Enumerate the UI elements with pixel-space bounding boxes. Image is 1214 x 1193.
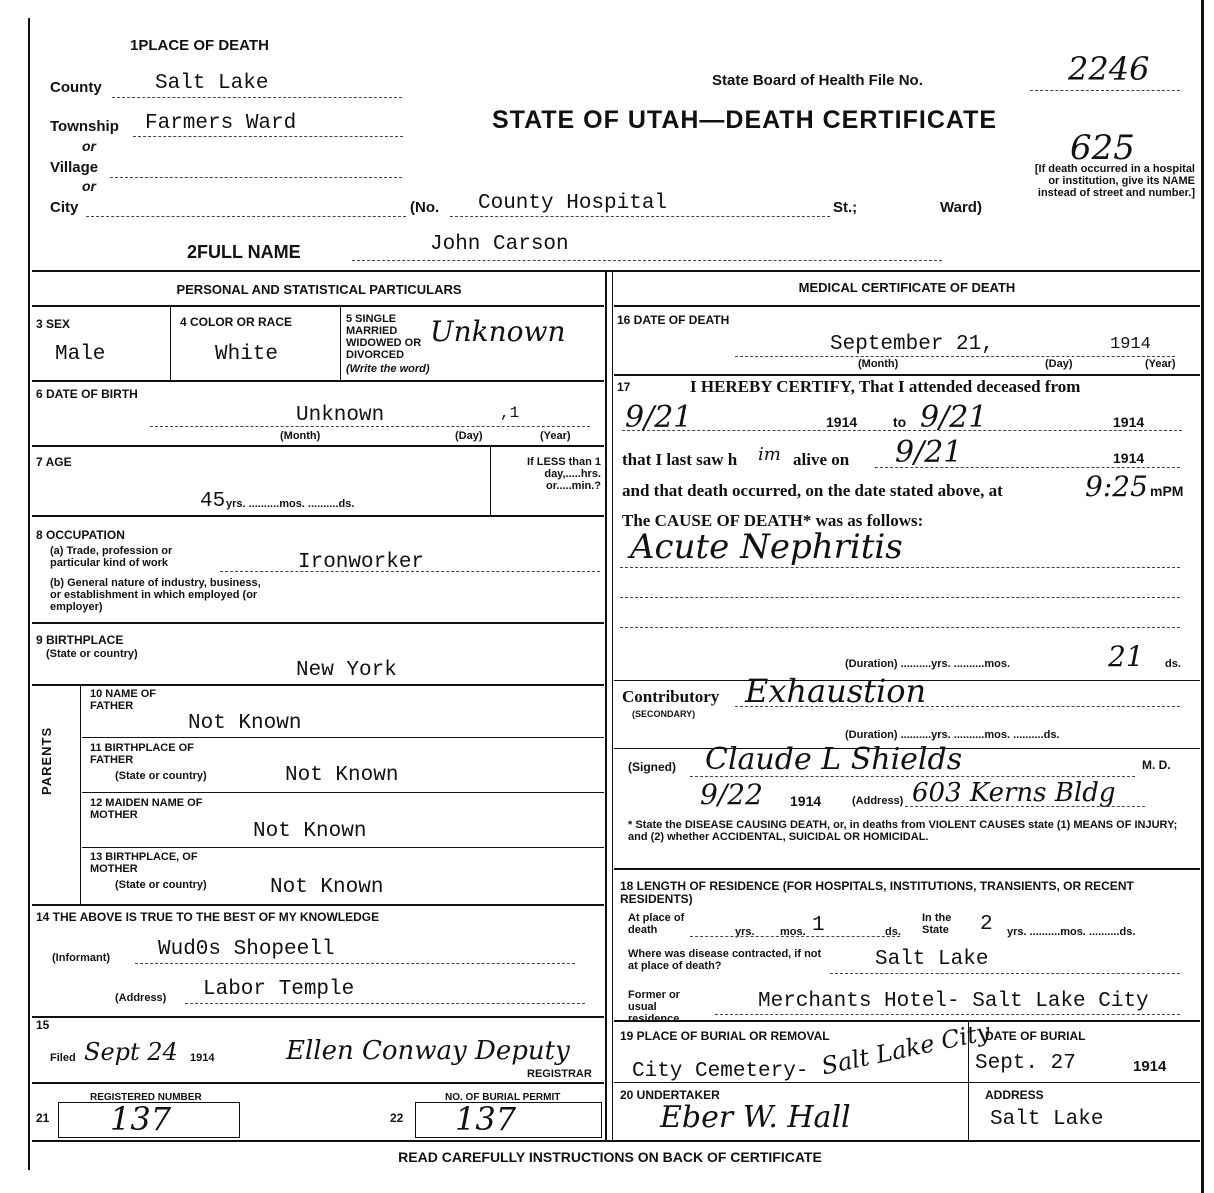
county-value: Salt Lake [155, 72, 269, 95]
footer-instructions: READ CAREFULLY INSTRUCTIONS ON BACK OF CERTIFICATE [398, 1149, 822, 1165]
dod-label: 16 DATE OF DEATH [617, 313, 730, 327]
undertaker-address-value: Salt Lake [990, 1108, 1104, 1131]
burial-place-value: City Cemetery- [632, 1060, 809, 1083]
race-label: 4 COLOR OR RACE [180, 315, 293, 329]
handwritten-number: 625 [1070, 128, 1135, 168]
father-value: Not Known [188, 712, 302, 735]
age-label: 7 AGE [36, 455, 72, 469]
sex-label: 3 SEX [36, 317, 71, 331]
mother-label: 12 MAIDEN NAME OF MOTHER [90, 797, 203, 821]
marital-label: 5 SINGLE MARRIED WIDOWED OR DIVORCED [346, 313, 422, 361]
occupation-value: Ironworker [298, 551, 425, 574]
burial-date-label: DATE OF BURIAL [985, 1029, 1086, 1043]
registrar-signature: Ellen Conway Deputy [286, 1036, 570, 1066]
informant-value: Wud0s Shopeell [158, 938, 335, 961]
mother-value: Not Known [253, 820, 367, 843]
birthplace-value: New York [296, 659, 397, 682]
place-of-death-heading: 1PLACE OF DEATH [130, 37, 269, 54]
dod-value: September 21, [830, 333, 994, 356]
father-birthplace-value: Not Known [285, 764, 399, 787]
marital-value: Unknown [430, 315, 566, 348]
personal-heading: PERSONAL AND STATISTICAL PARTICULARS [176, 282, 462, 297]
hospital-note: [If death occurred in a hospital or institution, give its NAME instead of street and number.] [1034, 163, 1195, 199]
physician-address: 603 Kerns Bldg [912, 778, 1116, 808]
medical-heading: MEDICAL CERTIFICATE OF DEATH [798, 280, 1016, 295]
permit-label: NO. OF BURIAL PERMIT [445, 1092, 561, 1103]
where-contracted: Salt Lake [875, 948, 989, 971]
permit-value: 137 [455, 1100, 517, 1138]
full-name-value: John Carson [430, 233, 569, 256]
file-no-label: State Board of Health File No. [712, 72, 923, 89]
duration-days: 21 [1108, 640, 1144, 673]
age-value: 45 [200, 490, 226, 513]
hospital-value: County Hospital [478, 192, 668, 215]
dob-label: 6 DATE OF BIRTH [36, 387, 138, 401]
mother-birthplace-label: 13 BIRTHPLACE, OF MOTHER [90, 851, 198, 875]
right-border [1201, 0, 1204, 1193]
residence-label: 18 LENGTH OF RESIDENCE (FOR HOSPITALS, INSTITUTIONS, TRANSIENTS, OR RECENT RESIDENTS) [620, 879, 1134, 906]
full-name-label: 2FULL NAME [187, 242, 301, 262]
undertaker-address-label: ADDRESS [985, 1088, 1044, 1102]
father-label: 10 NAME OF FATHER [90, 688, 157, 712]
burial-date-value: Sept. 27 [975, 1052, 1076, 1075]
informant-address: Labor Temple [203, 978, 355, 1001]
race-value: White [215, 343, 279, 366]
cause-label: The CAUSE OF DEATH* was as follows: [622, 511, 924, 530]
father-birthplace-label: 11 BIRTHPLACE OF FATHER [90, 742, 194, 766]
mother-birthplace-value: Not Known [270, 876, 384, 899]
city-label: City [50, 199, 79, 216]
undertaker-value: Eber W. Hall [660, 1100, 851, 1135]
reg-no-label: REGISTERED NUMBER [90, 1092, 202, 1103]
parents-label: PARENTS [39, 726, 54, 795]
township-value: Farmers Ward [145, 112, 297, 135]
signed-label: (Signed) [628, 760, 676, 774]
township-label: Township [50, 118, 119, 135]
attended-to: 9/21 [920, 400, 988, 435]
certify-text: I HEREBY CERTIFY, That I attended deceased from [690, 377, 1081, 396]
filed-label: Filed [50, 1052, 76, 1064]
true-statement-label: 14 THE ABOVE IS TRUE TO THE BEST OF MY KNOWLEDGE [36, 910, 380, 924]
duration-label: (Duration) ..........yrs. ..........mos. [845, 658, 1011, 670]
signed-date: 9/22 [700, 778, 763, 811]
occupation-label: 8 OCCUPATION [36, 528, 125, 542]
death-time: 9:25 [1085, 470, 1148, 503]
reg-no-value: 137 [110, 1100, 172, 1138]
burial-city: Salt Lake City [818, 1017, 993, 1081]
contributory-value: Exhaustion [745, 672, 927, 710]
birthplace-label: 9 BIRTHPLACE [36, 633, 124, 647]
dob-value: Unknown [296, 404, 385, 427]
village-label: Village [50, 159, 99, 176]
former-residence: Merchants Hotel- Salt Lake City [758, 990, 1149, 1013]
last-saw-date: 9/21 [895, 435, 963, 470]
undertaker-label: 20 UNDERTAKER [620, 1088, 720, 1102]
left-border [28, 18, 30, 1170]
death-certificate-page: 1PLACE OF DEATH County Salt Lake Township Farmers Ward or Village or City (No. County Hospital St.; Ward) [If death occurred in a hospital or institution, give its NAME instead of street and number.] State Board of Health File No. 2246 STATE OF UTAH—DEATH CERTIFICATE 625 2FULL NAME John Carson PERSONAL AND STATISTICAL PARTICULARS MEDICAL CERTIFICATE OF DEATH 3 SEX Male 4 COLOR OR RACE White 5 SINGLE MARRIED WIDOWED OR DIVORCED (Write the word) Unknown 6 DATE OF BIRTH Unknown ,1 (Month) (Day) (Year) 7 AGE 45 yrs. ..........mos. ..........ds. If LESS than 1 day,.....hrs. or.....min.? 8 OCCUPATION (a) Trade, profession or particular kind of work Ironworker (b) General nature of industry, business, or establishment in which employed (or employer) 9 BIRTHPLACE (State or country) New York PARENTS 10 NAME OF FATHER Not Known 11 BIRTHPLACE OF FATHER (State or country) Not Known 12 MAIDEN NAME OF MOTHER Not Known 13 BIRTHPLACE, OF MOTHER (State or country) Not Known 14 THE ABOVE IS TRUE TO THE BEST OF MY KNOWLEDGE (Informant) Wud0s Shopeell (Address) Labor Temple 15 Filed Sept 24 1914 Ellen Conway Deputy REGISTRAR REGISTERED NUMBER 21 137 NO. OF BURIAL PERMIT 22 137 16 DATE OF DEATH September 21, 1914 (Month) (Day) (Year) 17 I HEREBY CERTIFY, That I attended deceased from 9/21 1914 to 9/21 1914 that I last saw h im alive on 9/21 1914 and that death occurred, on the date stated above, at 9:25 mPM The CAUSE OF DEATH* was as follows: Acute Nephritis (Duration) ..........yrs. ..........mos. 21 ds. Contributory (SECONDARY) Exhaustion (Duration) ..........yrs. ..........mos. ..........ds. (Signed) Claude L Shields M. D. 9/22 1914 (Address) 603 Kerns Bldg * State the DISEASE CAUSING DEATH, or, in deaths from VIOLENT CAUSES state (1) MEANS OF INJURY; and (2) whether ACCIDENTAL, SUICIDAL OR HOMICIDAL. 18 LENGTH OF RESIDENCE (FOR HOSPITALS, INSTITUTIONS, TRANSIENTS, OR RECENT RESIDENTS) At place of death yrs. 1 mos. ds. In the State 2 yrs. ..........mos. ..........ds. Where was disease contracted, if not at place of death? Salt Lake Former or usual residence Merchants Hotel- Salt Lake City 19 PLACE OF BURIAL OR REMOVAL City Cemetery- Salt Lake City DATE OF BURIAL Sept. 27 1914 20 UNDERTAKER Eber W. Hall ADDRESS Salt Lake READ CAREFULLY INSTRUCTIONS ON BACK OF CERTIFICATE [0, 0, 1214, 1193]
burial-place-label: 19 PLACE OF BURIAL OR REMOVAL [620, 1029, 830, 1043]
attended-from: 9/21 [625, 400, 693, 435]
contributory-label: Contributory [622, 687, 720, 706]
certificate-title: STATE OF UTAH—DEATH CERTIFICATE [492, 106, 998, 134]
filed-date: Sept 24 [84, 1038, 178, 1066]
less-than-day: If LESS than 1 day,.....hrs. or.....min.? [527, 456, 601, 492]
sex-value: Male [55, 343, 106, 366]
cause-footnote: * State the DISEASE CAUSING DEATH, or, in deaths from VIOLENT CAUSES state (1) MEANS OF INJURY; and (2) whether ACCIDENTAL, SUICIDAL OR HOMICIDAL. [628, 819, 1178, 843]
file-no-value: 2246 [1068, 50, 1150, 88]
physician-signature: Claude L Shields [705, 742, 963, 777]
cause-of-death: Acute Nephritis [630, 527, 903, 567]
county-label: County [50, 79, 102, 96]
